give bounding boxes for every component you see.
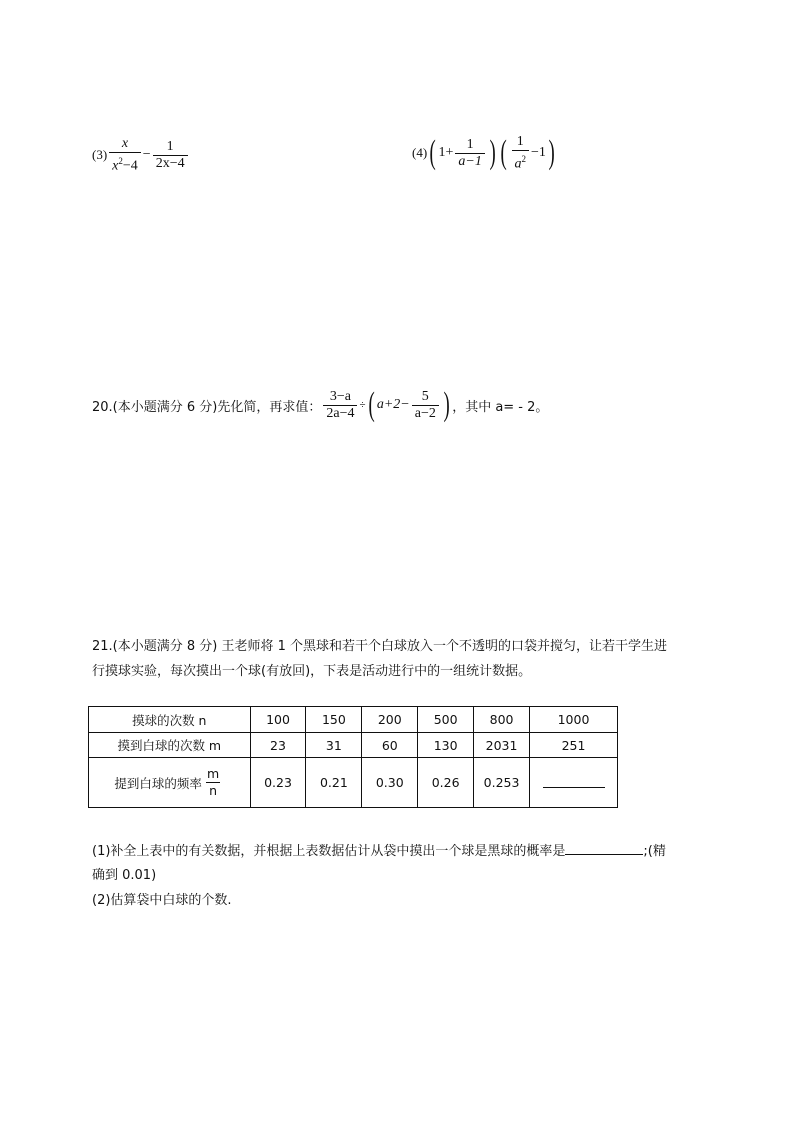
table-cell: 800 bbox=[474, 707, 530, 733]
part-4-minus-one: −1 bbox=[531, 145, 546, 161]
fraction-numerator: m bbox=[206, 766, 220, 781]
part-4-one-plus: 1+ bbox=[438, 145, 454, 161]
table-cell: 200 bbox=[362, 707, 418, 733]
part-4-label: (4) bbox=[412, 145, 428, 161]
table-cell: 100 bbox=[250, 707, 306, 733]
question-1-end: ;(精 bbox=[643, 844, 666, 859]
den-exponent: 2 bbox=[118, 156, 123, 166]
fraction-numerator: 5 bbox=[421, 388, 429, 404]
table-row bbox=[89, 758, 618, 808]
problem-20-suffix: ，其中 a= - 2。 bbox=[452, 399, 549, 415]
part-4-fraction-1 bbox=[455, 137, 484, 170]
fraction-denominator: a−1 bbox=[455, 153, 484, 170]
part-4-fraction-2 bbox=[512, 134, 530, 173]
part-3-label: (3) bbox=[92, 147, 108, 163]
problem-21-line-1: 21.(本小题满分 8 分) 王老师将 1 个黑球和若干个白球放入一个不透明的口袋并搅匀，让若干学生进 bbox=[92, 639, 668, 654]
fraction-numerator: 1 bbox=[466, 136, 474, 152]
table-cell: 0.253 bbox=[474, 758, 530, 808]
table-cell: 60 bbox=[362, 733, 418, 758]
table-cell: 2031 bbox=[474, 733, 530, 758]
den-rest: −4 bbox=[122, 158, 138, 174]
divide-sign: ÷ bbox=[359, 399, 366, 411]
table-cell: 31 bbox=[306, 733, 362, 758]
row-header bbox=[89, 758, 251, 808]
left-paren-icon: ( bbox=[500, 134, 507, 172]
row-header: 摸到白球的次数 m bbox=[89, 733, 251, 758]
problem-19-part-4 bbox=[412, 134, 557, 173]
part-3-fraction-1 bbox=[109, 136, 141, 175]
table-cell: 0.30 bbox=[362, 758, 418, 808]
problem-21-line-2: 行摸球实验，每次摸出一个球(有放回)，下表是活动进行中的一组统计数据。 bbox=[92, 664, 532, 679]
table-cell: 23 bbox=[250, 733, 306, 758]
fraction-denominator bbox=[109, 152, 141, 175]
fraction-denominator bbox=[512, 150, 530, 173]
minus-sign: − bbox=[142, 147, 151, 163]
table-cell: 0.23 bbox=[250, 758, 306, 808]
row-header-content bbox=[89, 766, 250, 799]
den-var: a bbox=[514, 156, 522, 172]
problem-20 bbox=[92, 388, 548, 422]
problem-20-prefix: 20.(本小题满分 6 分)先化简，再求值： bbox=[92, 399, 322, 415]
right-paren-icon: ) bbox=[548, 134, 555, 172]
table-row bbox=[89, 733, 618, 758]
table-cell: 130 bbox=[418, 733, 474, 758]
problem-20-fraction-2 bbox=[412, 389, 439, 422]
answer-blank bbox=[543, 775, 605, 788]
fraction-denominator: a−2 bbox=[412, 405, 439, 422]
problem-20-expression bbox=[321, 388, 452, 422]
den-exponent: 2 bbox=[521, 154, 527, 164]
problem-20-fraction-1 bbox=[323, 389, 357, 422]
problem-19-part-3 bbox=[92, 136, 190, 175]
fraction-denominator: 2x−4 bbox=[153, 155, 188, 172]
inner-expression: a+2− bbox=[376, 397, 410, 412]
table-cell: 251 bbox=[530, 733, 618, 758]
frequency-fraction bbox=[204, 766, 222, 799]
den-var: x bbox=[112, 158, 119, 174]
left-paren-icon: ( bbox=[429, 134, 436, 172]
fraction-numerator: 3−a bbox=[329, 388, 351, 404]
question-2: (2)估算袋中白球的个数. bbox=[92, 893, 232, 908]
right-paren-icon: ) bbox=[443, 386, 450, 423]
table-cell: 0.21 bbox=[306, 758, 362, 808]
part-3-fraction-2 bbox=[153, 139, 188, 172]
table-row bbox=[89, 707, 618, 733]
fraction-denominator: n bbox=[206, 782, 220, 799]
statistics-table bbox=[88, 706, 618, 808]
fraction-numerator: x bbox=[121, 136, 129, 151]
question-1-line-1 bbox=[92, 842, 666, 861]
left-paren-icon: ( bbox=[368, 386, 375, 423]
right-paren-icon: ) bbox=[489, 134, 496, 172]
row-header: 摸球的次数 n bbox=[89, 707, 251, 733]
fraction-denominator: 2a−4 bbox=[323, 405, 357, 422]
table-cell: 150 bbox=[306, 707, 362, 733]
row-header-text: 提到白球的频率 bbox=[114, 775, 202, 791]
table-cell: 0.26 bbox=[418, 758, 474, 808]
table-cell bbox=[530, 758, 618, 808]
question-1-text: (1)补全上表中的有关数据，并根据上表数据估计从袋中摸出一个球是黑球的概率是 bbox=[92, 844, 566, 859]
question-1-line-2: 确到 0.01) bbox=[92, 868, 157, 883]
fraction-numerator: 1 bbox=[166, 138, 174, 154]
table-cell: 500 bbox=[418, 707, 474, 733]
fraction-numerator: 1 bbox=[516, 134, 524, 149]
answer-blank bbox=[565, 842, 643, 855]
table-cell: 1000 bbox=[530, 707, 618, 733]
